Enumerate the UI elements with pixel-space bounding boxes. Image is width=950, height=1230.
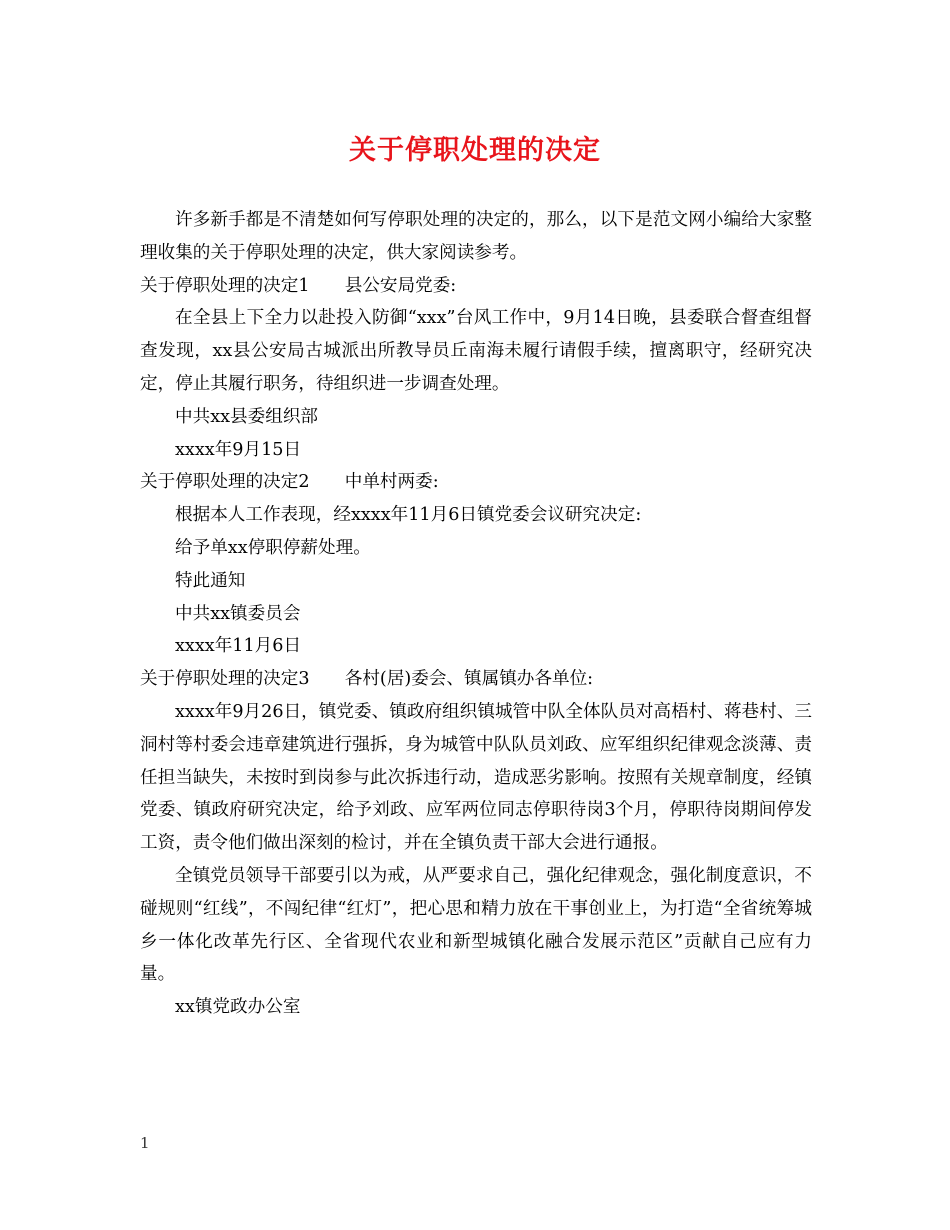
- intro-paragraph: 许多新手都是不清楚如何写停职处理的决定的，那么，以下是范文网小编给大家整理收集的关于停职处理的决定，供大家阅读参考。: [140, 210, 812, 263]
- section-3-paragraph-2: 全镇党员领导干部要引以为戒，从严要求自己，强化纪律观念，强化制度意识，不碰规则“红线”，不闯纪律“红灯”，把心思和精力放在干事创业上，为打造“全省统筹城乡一体化改革先行区、全省现代农业和新型城镇化融合发展示范区”贡献自己应有力量。: [140, 865, 812, 985]
- section-2-heading: 关于停职处理的决定2 中单村两委:: [140, 472, 439, 493]
- section-2-signature: 中共xx镇委员会: [175, 603, 301, 624]
- section-2-paragraph-2: 给予单xx停职停薪处理。: [175, 537, 371, 558]
- page-number: 1: [140, 1134, 150, 1152]
- section-1-signature: 中共xx县委组织部: [175, 406, 319, 427]
- section-2-paragraph-1: 根据本人工作表现，经xxxx年11月6日镇党委会议研究决定:: [175, 505, 642, 526]
- section-1-date: xxxx年9月15日: [175, 439, 302, 460]
- section-1-paragraph: 在全县上下全力以赴投入防御“xxx”台风工作中，9月14日晚，县委联合督查组督查发现，xx县公安局古城派出所教导员丘南海未履行请假手续，擅离职守，经研究决定，停止其履行职务，待组织进一步调查处理。: [140, 308, 812, 394]
- document-title: 关于停职处理的决定: [349, 135, 601, 166]
- document-body: [140, 204, 812, 1024]
- section-2-date: xxxx年11月6日: [175, 636, 302, 657]
- section-1-heading: 关于停职处理的决定1 县公安局党委:: [140, 275, 457, 296]
- section-3-signature: xx镇党政办公室: [175, 997, 301, 1018]
- section-2-paragraph-3: 特此通知: [175, 570, 246, 591]
- section-3-paragraph-1: xxxx年9月26日，镇党委、镇政府组织镇城管中队全体队员对高梧村、蒋巷村、三洞村等村委会违章建筑进行强拆，身为城管中队队员刘政、应军组织纪律观念淡薄、责任担当缺失，未按时到岗参与此次拆违行动，造成恶劣影响。按照有关规章制度，经镇党委、镇政府研究决定，给予刘政、应军两位同志停职待岗3个月，停职待岗期间停发工资，责令他们做出深刻的检讨，并在全镇负责干部大会进行通报。: [140, 701, 812, 854]
- section-3-heading: 关于停职处理的决定3 各村(居)委会、镇属镇办各单位:: [140, 669, 594, 690]
